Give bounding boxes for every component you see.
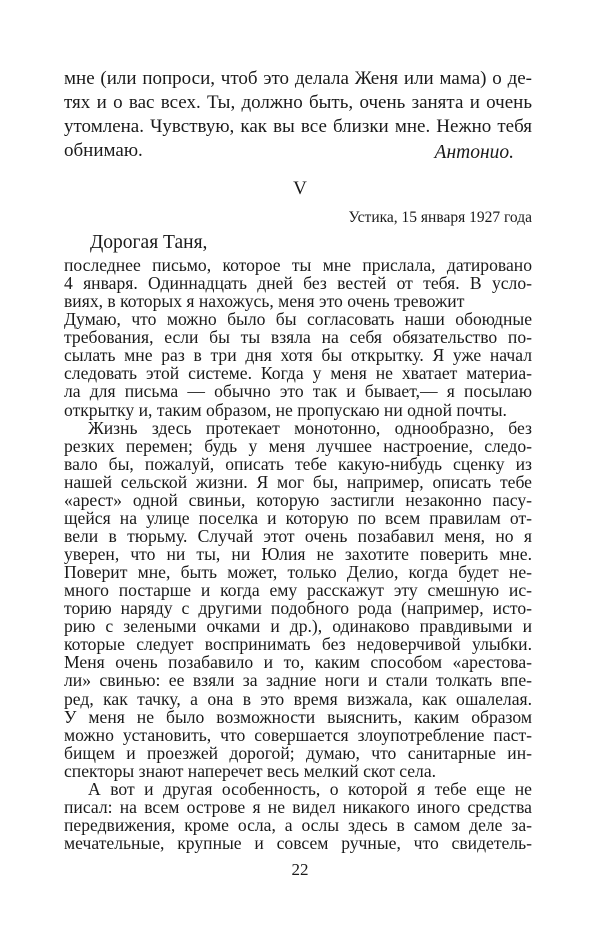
text-line: открытку и, таким образом, не пропускаю ни одной почты. [64, 399, 507, 420]
page-number: 22 [291, 860, 309, 879]
text-line: рию с зелеными очками и др.), одинаково правдивыми и [64, 616, 532, 637]
text-line: резких перемен; будь у меня лучшее настроение, следо- [64, 435, 532, 456]
section-number: V [293, 178, 307, 199]
text-line: Жизнь здесь протекает монотонно, однообразно, без [88, 417, 532, 438]
salutation: Дорогая Таня, [90, 232, 208, 253]
text-line: ли» свинью: ее взяли за задние ноги и стали толкать впе- [64, 670, 532, 691]
text-line: утомлена. Чувствую, как вы все близки мне. Нежно тебя [64, 116, 532, 137]
text-line: требования, если бы ты взяла на себя обязательство по- [64, 327, 532, 348]
text-line: последнее письмо, которое ты мне прислала, датировано [64, 255, 532, 275]
text-line: следовать этой системе. Когда у меня не хватает материа- [64, 363, 532, 384]
text-line: спекторы знают наперечет весь мелкий скот села. [64, 760, 437, 781]
text-line: Думаю, что можно было бы согласовать наши обоюдные [64, 309, 532, 330]
text-line: щейся на улице поселка и которую по всем правилам от- [64, 507, 532, 528]
text-line: У меня не было возможности выяснить, каким образом [64, 706, 532, 727]
text-line: нашей сельской жизни. Я мог бы, например, описать тебе [64, 471, 532, 492]
text-line: бищем и проезжей дорогой; думаю, что санитарные ин- [64, 742, 532, 763]
text-line: виях, в которых я нахожусь, меня это очень тревожит [64, 291, 465, 312]
text-line: обнимаю. [64, 140, 143, 161]
text-line: Поверит мне, быть может, только Делио, когда будет не- [64, 562, 532, 583]
text-line: уверен, что ни ты, ни Юлия не захотите поверить мне. [64, 544, 532, 564]
text-line: ред, как тачку, а она в это время визжала, как ошалелая. [64, 688, 532, 709]
text-line: ла для письма — обычно это так и бывает,— я посылаю [64, 381, 532, 402]
text-line: много постарше и когда ему расскажут эту смешную ис- [64, 580, 532, 601]
dateline: Устика, 15 января 1927 года [348, 209, 532, 226]
text-line: торию наряду с другими подобного рода (например, исто- [64, 598, 532, 619]
text-line: которые следует воспринимать без недоверчивой улыбки. [64, 634, 532, 655]
text-line: мечательные, крупные и совсем ручные, что свидетель- [64, 833, 532, 853]
text-line: А вот и другая особенность, о которой я тебе еще не [88, 778, 532, 799]
text-line: Меня очень позабавило и то, каким способом «арестова- [64, 652, 532, 673]
text-line: писал: на всем острове я не видел никакого иного средства [64, 796, 532, 817]
text-line: можно установить, что совершается злоупотребление паст- [64, 724, 532, 745]
text-line: передвижения, кроме осла, а ослы здесь в самом деле за- [64, 814, 532, 835]
text-line: тях и о вас всех. Ты, должно быть, очень занята и очень [64, 92, 532, 113]
text-line: вели в тюрьму. Случай этот очень позабавил меня, но я [64, 525, 532, 546]
text-line: сылать мне раз в три дня хотя бы открытку. Я уже начал [64, 345, 532, 366]
signature: Антонио. [434, 142, 514, 163]
text-line: «арест» одной свиньи, которую застигли незаконно пасу- [64, 489, 532, 510]
text-line: мне (или попроси, чтоб это делала Женя или мама) о де- [64, 68, 532, 89]
text-line: 4 января. Одиннадцать дней без вестей от тебя. В усло- [64, 273, 532, 294]
text-line: вало бы, пожалуй, описать тебе какую-нибудь сценку из [64, 453, 532, 474]
